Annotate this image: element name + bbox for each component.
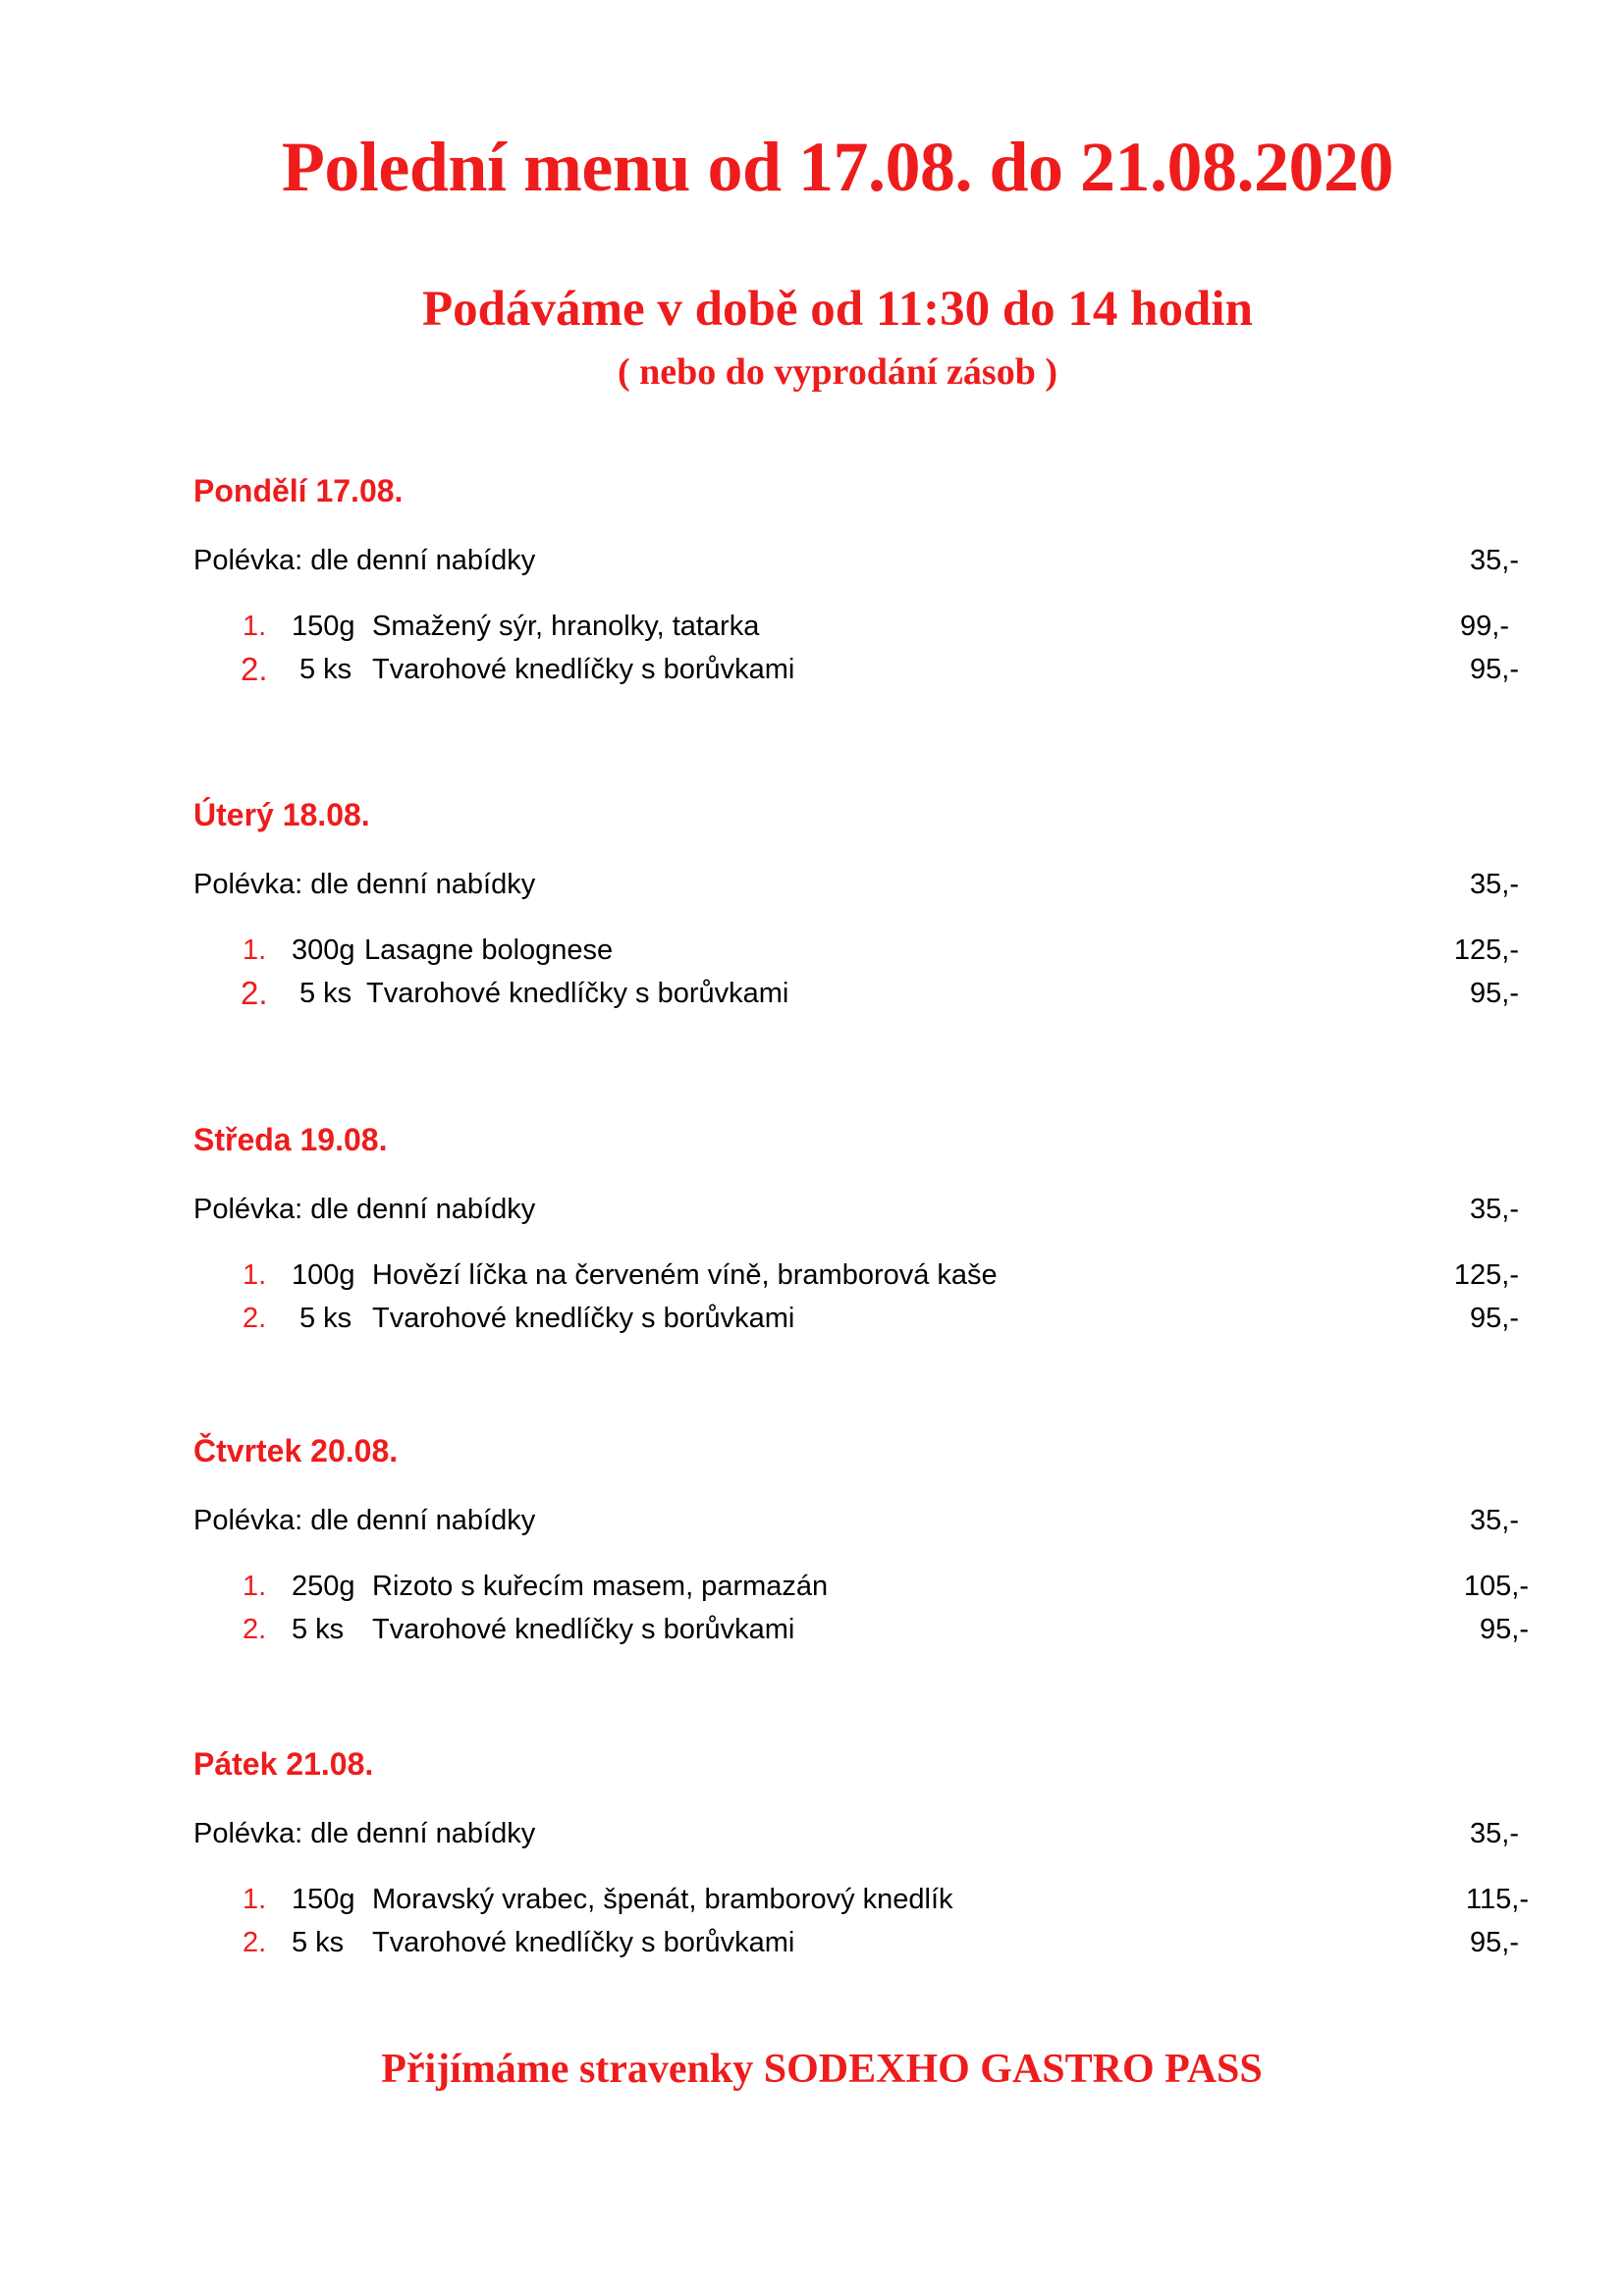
day-heading: Středa 19.08. (193, 1122, 388, 1157)
soup-row (193, 863, 1529, 906)
day-monday (193, 471, 1529, 691)
meal-voucher-notice: Přijímáme stravenky SODEXHO GASTRO PASS (381, 2047, 1263, 2092)
day-wednesday (193, 1120, 1529, 1340)
soup-price: 35,- (1470, 1505, 1519, 1536)
day-heading: Čtvrtek 20.08. (193, 1433, 399, 1468)
item-quantity: 5 ks (299, 654, 352, 685)
day-tuesday (193, 795, 1529, 1015)
item-quantity: 5 ks (299, 1303, 352, 1334)
soup-row (193, 539, 1529, 582)
item-price: 115,- (1466, 1884, 1529, 1915)
item-price: 95,- (1470, 978, 1519, 1009)
item-number: 1. (243, 1259, 267, 1291)
menu-item (193, 1608, 1529, 1651)
soup-row (193, 1812, 1529, 1855)
menu-item (193, 1878, 1529, 1921)
day-heading: Pondělí 17.08. (193, 473, 404, 508)
soup-row (193, 1188, 1529, 1231)
menu-item (193, 972, 1529, 1015)
item-number: 2. (243, 1927, 267, 1958)
day-heading: Úterý 18.08. (193, 797, 370, 832)
soup-label: Polévka: dle denní nabídky (193, 1818, 536, 1849)
soup-label: Polévka: dle denní nabídky (193, 869, 536, 900)
item-dish: Moravský vrabec, špenát, bramborový knedlík (372, 1884, 953, 1915)
item-price: 105,- (1463, 1571, 1529, 1602)
item-quantity: 150g (292, 1884, 355, 1915)
item-number: 2. (241, 975, 268, 1011)
item-quantity: 5 ks (292, 1927, 345, 1958)
item-dish: Rizoto s kuřecím masem, parmazán (372, 1571, 829, 1602)
item-price: 95,- (1480, 1614, 1529, 1645)
menu-item (193, 1921, 1529, 1964)
item-number: 1. (243, 611, 267, 642)
item-dish: Tvarohové knedlíčky s borůvkami (372, 1303, 795, 1334)
serving-hours-note: ( nebo do vyprodání zásob ) (617, 351, 1057, 393)
item-quantity: 150g (292, 611, 355, 642)
menu-item (193, 1565, 1529, 1608)
item-quantity: 5 ks (299, 978, 352, 1009)
serving-hours: Podáváme v době od 11:30 do 14 hodin (422, 282, 1253, 337)
item-price: 125,- (1453, 934, 1519, 966)
item-dish: Hovězí líčka na červeném víně, bramborová kaše (372, 1259, 998, 1291)
soup-price: 35,- (1470, 545, 1519, 576)
item-quantity: 100g (292, 1259, 355, 1291)
soup-label: Polévka: dle denní nabídky (193, 1505, 536, 1536)
page-title: Polední menu od 17.08. do 21.08.2020 (281, 128, 1394, 206)
item-number: 1. (243, 1884, 267, 1915)
item-number: 2. (241, 651, 268, 687)
item-price: 95,- (1470, 1927, 1519, 1958)
menu-item (193, 605, 1529, 648)
item-price: 99,- (1460, 611, 1509, 642)
item-dish: Tvarohové knedlíčky s borůvkami (372, 1927, 795, 1958)
item-quantity: 300g (292, 934, 355, 966)
item-number: 2. (243, 1614, 267, 1645)
item-dish: Tvarohové knedlíčky s borůvkami (366, 978, 789, 1009)
day-friday (193, 1744, 1529, 1964)
item-dish: Tvarohové knedlíčky s borůvkami (372, 654, 795, 685)
item-dish: Smažený sýr, hranolky, tatarka (372, 611, 760, 642)
item-quantity: 5 ks (292, 1614, 345, 1645)
menu-item (193, 1254, 1529, 1297)
item-price: 95,- (1470, 654, 1519, 685)
soup-row (193, 1499, 1529, 1542)
menu-item (193, 1297, 1529, 1340)
item-number: 1. (243, 1571, 267, 1602)
item-number: 2. (243, 1303, 267, 1334)
item-price: 125,- (1453, 1259, 1519, 1291)
item-quantity: 250g (292, 1571, 355, 1602)
menu-item (193, 929, 1529, 972)
item-dish: Tvarohové knedlíčky s borůvkami (372, 1614, 795, 1645)
item-dish: Lasagne bolognese (364, 934, 614, 966)
soup-price: 35,- (1470, 869, 1519, 900)
item-price: 95,- (1470, 1303, 1519, 1334)
soup-label: Polévka: dle denní nabídky (193, 545, 536, 576)
day-heading: Pátek 21.08. (193, 1746, 374, 1782)
menu-item (193, 648, 1529, 691)
soup-price: 35,- (1470, 1194, 1519, 1225)
item-number: 1. (243, 934, 267, 966)
day-thursday (193, 1431, 1529, 1651)
soup-price: 35,- (1470, 1818, 1519, 1849)
soup-label: Polévka: dle denní nabídky (193, 1194, 536, 1225)
